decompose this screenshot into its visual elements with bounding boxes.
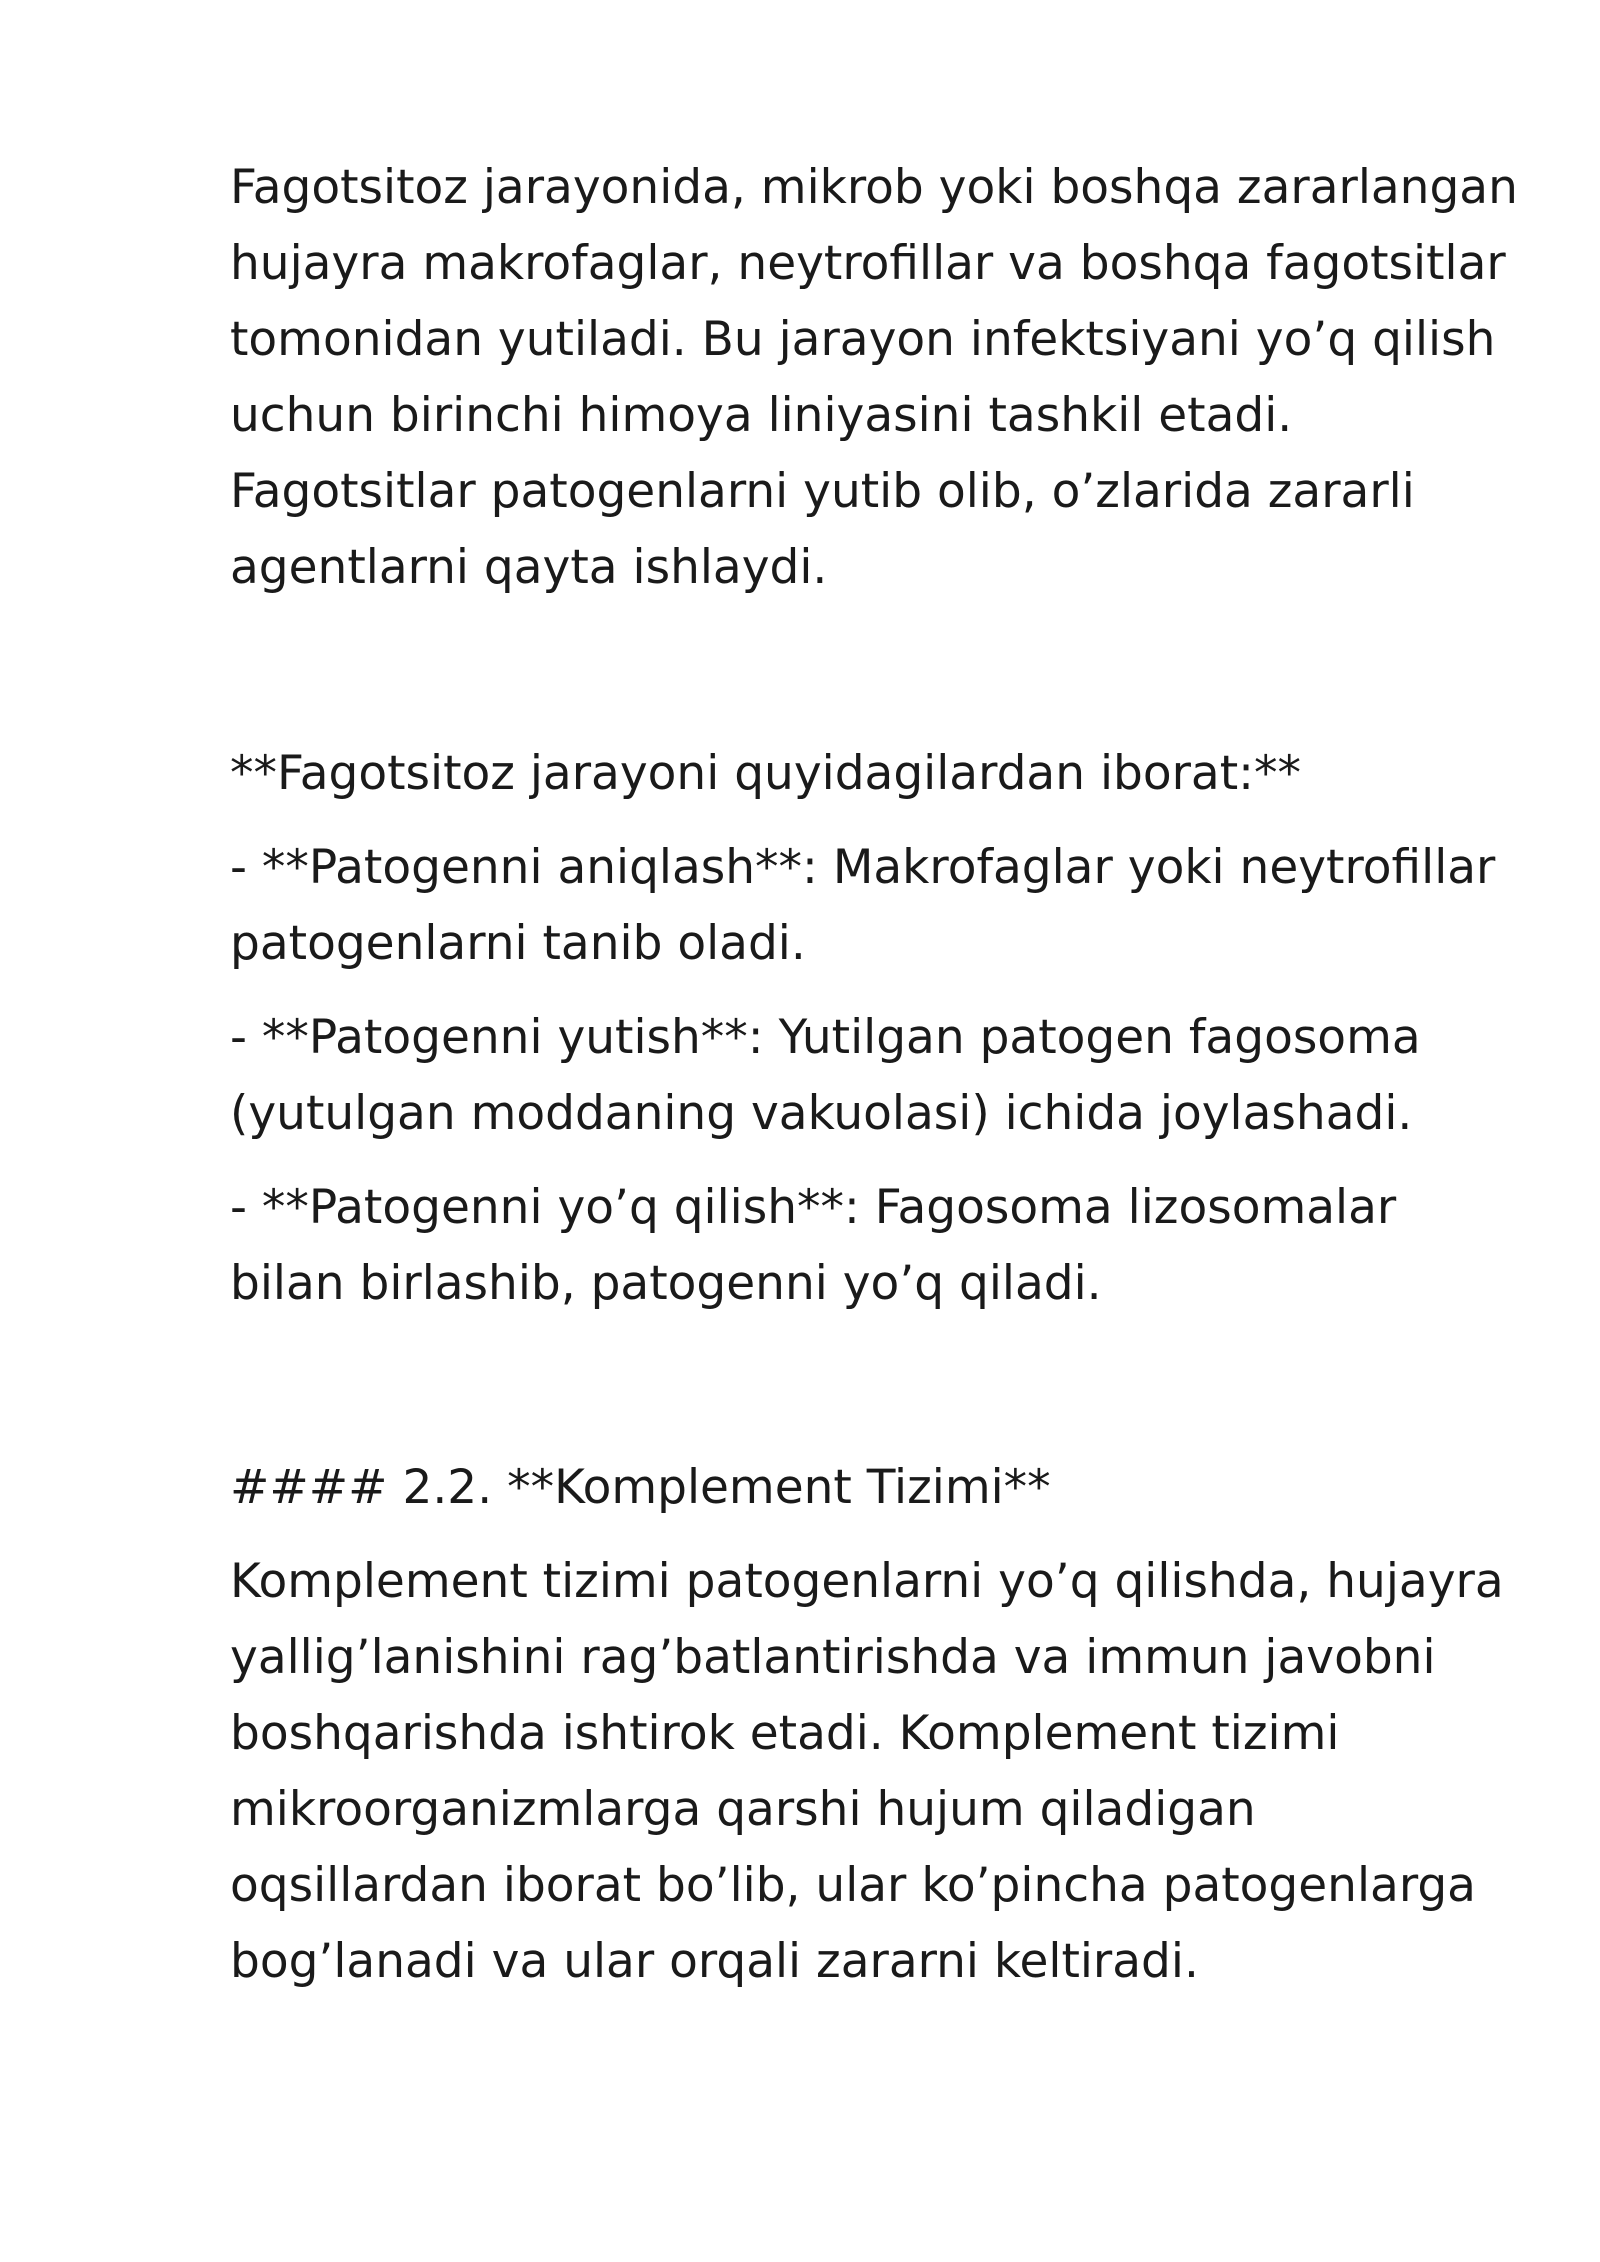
list-heading: **Fagotsitoz jarayoni quyidagilardan iborat:** [230, 746, 1301, 801]
intro-paragraph: Fagotsitoz jarayonida, mikrob yoki boshqa zararlangan hujayra makrofaglar, neytrofillar va boshqa fagotsitlar tomonidan yutiladi. Bu jarayon infektsiyani yo’q qilish uchun birinchi himoya liniyasini tashkil etadi. Fagotsitlar patogenlarni yutib olib, o’zlarida zararli agentlarni qayta ishlaydi. [230, 160, 1518, 595]
list-item: - **Patogenni yutish**: Yutilgan patogen fagosoma (yutulgan moddaning vakuolasi) ichida joylashadi. [230, 1010, 1421, 1141]
list-item: - **Patogenni aniqlash**: Makrofaglar yoki neytrofillar patogenlarni tanib oladi. [230, 840, 1496, 971]
list-item: - **Patogenni yo’q qilish**: Fagosoma lizosomalar bilan birlashib, patogenni yo’q qiladi. [230, 1180, 1397, 1311]
body-paragraph: Komplement tizimi patogenlarni yo’q qilishda, hujayra yallig’lanishini rag’batlantirishda va immun javobni boshqarishda ishtirok etadi. Komplement tizimi mikroorganizmlarga qarshi hujum qiladigan oqsillardan iborat bo’lib, ular ko’pincha patogenlarga bog’lanadi va ular orqali zararni keltiradi. [230, 1554, 1504, 1989]
section-heading: #### 2.2. **Komplement Tizimi** [230, 1460, 1051, 1515]
document-page [230, 150, 1520, 2000]
